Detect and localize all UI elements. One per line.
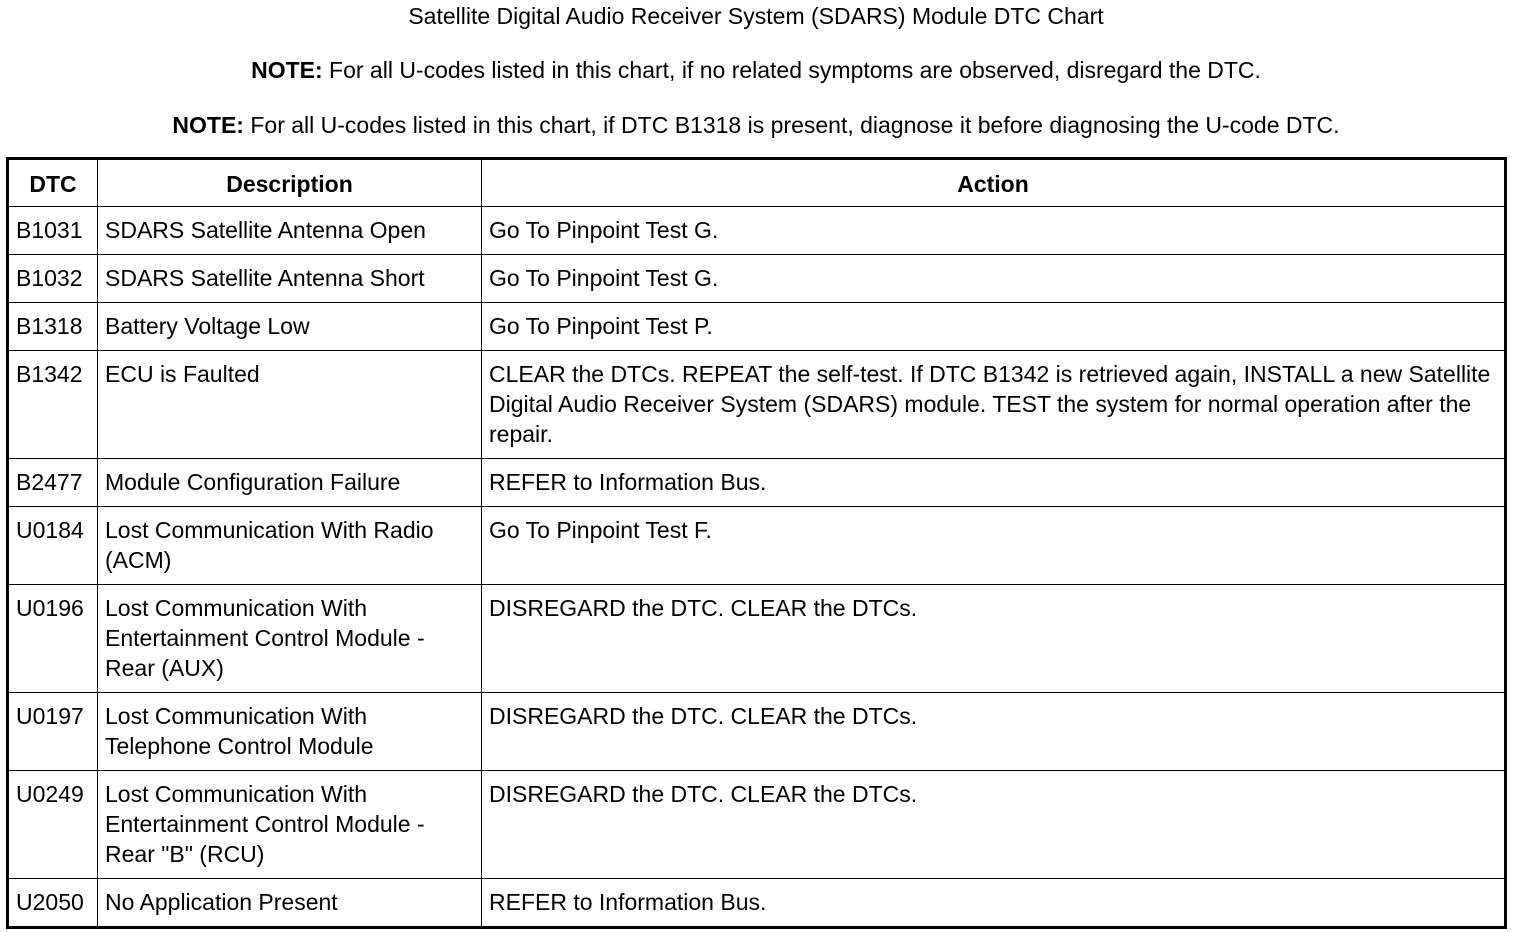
dtc-table	[6, 157, 1507, 929]
dtc-description: SDARS Satellite Antenna Short	[98, 255, 482, 303]
dtc-action: Go To Pinpoint Test G.	[482, 255, 1506, 303]
table-row	[8, 585, 1506, 693]
dtc-code: B2477	[8, 459, 98, 507]
dtc-action: DISREGARD the DTC. CLEAR the DTCs.	[482, 585, 1506, 693]
column-header-description: Description	[98, 159, 482, 207]
note-label: NOTE:	[172, 112, 244, 138]
note-text: For all U-codes listed in this chart, if DTC B1318 is present, diagnose it before diagnosing the U-code DTC.	[250, 112, 1340, 138]
dtc-action: CLEAR the DTCs. REPEAT the self-test. If DTC B1342 is retrieved again, INSTALL a new Satellite Digital Audio Receiver System (SDARS) module. TEST the system for normal operation after the repair.	[482, 351, 1506, 459]
dtc-description: Battery Voltage Low	[98, 303, 482, 351]
note-text: For all U-codes listed in this chart, if no related symptoms are observed, disregard the DTC.	[329, 57, 1261, 83]
dtc-description: Lost Communication With Entertainment Control Module - Rear (AUX)	[98, 585, 482, 693]
dtc-code: U0249	[8, 771, 98, 879]
table-row	[8, 351, 1506, 459]
table-row	[8, 255, 1506, 303]
dtc-description: No Application Present	[98, 879, 482, 928]
dtc-code: B1318	[8, 303, 98, 351]
dtc-action: REFER to Information Bus.	[482, 879, 1506, 928]
column-header-action: Action	[482, 159, 1506, 207]
table-row	[8, 693, 1506, 771]
dtc-code: B1032	[8, 255, 98, 303]
note-2	[0, 111, 1512, 139]
table-row	[8, 771, 1506, 879]
table-header-row	[8, 159, 1506, 207]
note-1	[0, 56, 1512, 84]
dtc-code: U2050	[8, 879, 98, 928]
dtc-action: DISREGARD the DTC. CLEAR the DTCs.	[482, 771, 1506, 879]
dtc-action: DISREGARD the DTC. CLEAR the DTCs.	[482, 693, 1506, 771]
table-row	[8, 879, 1506, 928]
note-label: NOTE:	[251, 57, 323, 83]
dtc-description: SDARS Satellite Antenna Open	[98, 207, 482, 255]
dtc-action: Go To Pinpoint Test F.	[482, 507, 1506, 585]
page-title: Satellite Digital Audio Receiver System (SDARS) Module DTC Chart	[408, 3, 1104, 29]
dtc-code: U0184	[8, 507, 98, 585]
dtc-code: U0197	[8, 693, 98, 771]
column-header-dtc: DTC	[8, 159, 98, 207]
dtc-description: Lost Communication With Radio (ACM)	[98, 507, 482, 585]
dtc-description: Module Configuration Failure	[98, 459, 482, 507]
dtc-action: REFER to Information Bus.	[482, 459, 1506, 507]
table-row	[8, 207, 1506, 255]
dtc-description: Lost Communication With Entertainment Control Module - Rear "B" (RCU)	[98, 771, 482, 879]
dtc-action: Go To Pinpoint Test G.	[482, 207, 1506, 255]
table-row	[8, 459, 1506, 507]
dtc-action: Go To Pinpoint Test P.	[482, 303, 1506, 351]
dtc-code: U0196	[8, 585, 98, 693]
dtc-code: B1342	[8, 351, 98, 459]
table-row	[8, 507, 1506, 585]
dtc-code: B1031	[8, 207, 98, 255]
dtc-description: ECU is Faulted	[98, 351, 482, 459]
dtc-description: Lost Communication With Telephone Control Module	[98, 693, 482, 771]
table-row	[8, 303, 1506, 351]
